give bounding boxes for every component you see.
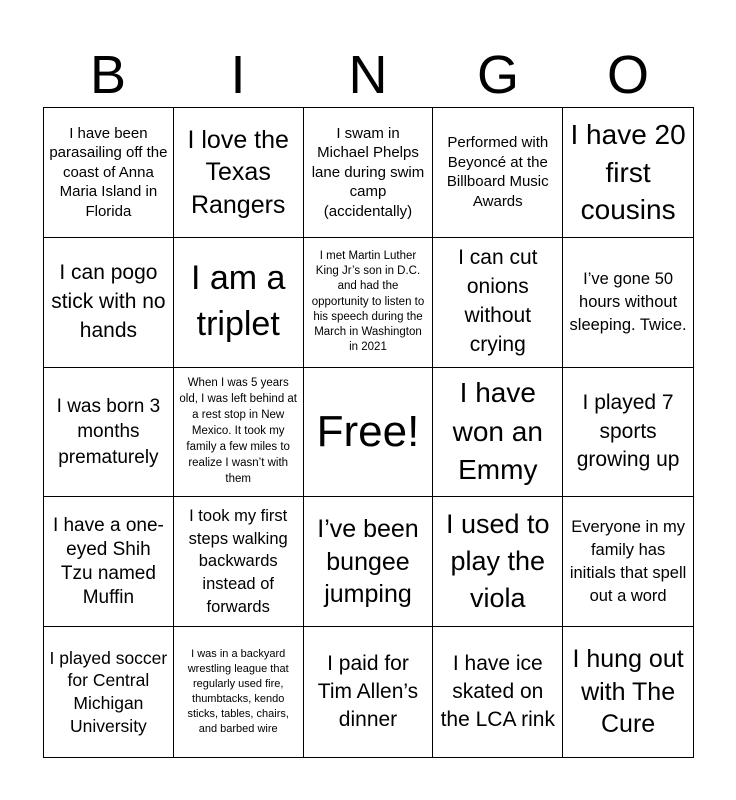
header-letter-o: O [606, 45, 649, 105]
bingo-cell-text: I used to play the viola [446, 508, 550, 614]
bingo-cell-1-5[interactable] [563, 108, 693, 238]
bingo-cell-5-4[interactable] [433, 627, 563, 757]
bingo-cell-text: I am a triplet [190, 259, 286, 344]
header-letter-g: G [476, 45, 519, 105]
bingo-cell-text: I met Martin Luther King Jr’s son in D.C. and had the opportunity to listen to his speech during the March in Washington in 2021 [311, 250, 425, 354]
bingo-cell-text: I played 7 sports growing up [576, 390, 680, 472]
bingo-cell-1-2[interactable] [174, 108, 304, 238]
bingo-cell-2-4[interactable] [433, 238, 563, 368]
bingo-cell-1-1[interactable] [44, 108, 174, 238]
bingo-cell-text: I paid for Tim Allen’s dinner [317, 651, 419, 732]
bingo-cell-text: I have ice skated on the LCA rink [440, 651, 555, 732]
bingo-cell-3-3[interactable] [304, 368, 434, 498]
bingo-cell-text: I swam in Michael Phelps lane during swim camp (accidentally) [311, 124, 425, 220]
bingo-cell-1-3[interactable] [304, 108, 434, 238]
bingo-cell-2-1[interactable] [44, 238, 174, 368]
bingo-cell-2-5[interactable] [563, 238, 693, 368]
bingo-cell-text: Performed with Beyoncé at the Billboard Music Awards [446, 134, 549, 210]
bingo-cell-text: I hung out with The Cure [572, 645, 684, 739]
bingo-cell-4-3[interactable] [304, 497, 434, 627]
bingo-cell-text: I took my first steps walking backwards instead of forwards [188, 506, 288, 616]
bingo-cell-2-3[interactable] [304, 238, 434, 368]
bingo-cell-5-2[interactable] [174, 627, 304, 757]
bingo-cell-text: I’ve been bungee jumping [317, 515, 419, 609]
bingo-cell-1-4[interactable] [433, 108, 563, 238]
bingo-cell-4-2[interactable] [174, 497, 304, 627]
bingo-cell-4-5[interactable] [563, 497, 693, 627]
bingo-cell-text: When I was 5 years old, I was left behind at a rest stop in New Mexico. It took my family a few miles to realize I wasn’t with them [179, 377, 298, 485]
bingo-cell-text: I can cut onions without crying [458, 246, 538, 357]
bingo-cell-text: I was in a backyard wrestling league that regularly used fire, thumbtacks, kendo sticks, tables, chairs, and barbed wire [187, 647, 289, 736]
header-letter-i: I [230, 45, 246, 105]
bingo-cell-text: I was born 3 months prematurely [56, 396, 161, 468]
bingo-cell-text: I love the Texas Rangers [187, 125, 289, 219]
bingo-cell-text: I have a one-eyed Shih Tzu named Muffin [52, 515, 164, 608]
bingo-cell-3-4[interactable] [433, 368, 563, 498]
free-space-label: Free! [316, 406, 420, 456]
bingo-cell-4-1[interactable] [44, 497, 174, 627]
bingo-cell-4-4[interactable] [433, 497, 563, 627]
bingo-cell-5-5[interactable] [563, 627, 693, 757]
bingo-header [43, 44, 693, 106]
bingo-cell-text: I have been parasailing off the coast of Anna Maria Island in Florida [49, 124, 168, 220]
header-letter-n: N [348, 45, 388, 105]
bingo-cell-3-1[interactable] [44, 368, 174, 498]
bingo-cell-text: I played soccer for Central Michigan University [49, 647, 168, 736]
bingo-cell-3-2[interactable] [174, 368, 304, 498]
header-letter-b: B [89, 45, 127, 105]
bingo-board [43, 107, 694, 758]
bingo-cell-3-5[interactable] [563, 368, 693, 498]
bingo-cell-text: I’ve gone 50 hours without sleeping. Twice. [569, 270, 687, 334]
bingo-cell-5-1[interactable] [44, 627, 174, 757]
bingo-cell-text: Everyone in my family has initials that spell out a word [569, 518, 687, 605]
bingo-cell-text: I have 20 first cousins [570, 118, 686, 226]
bingo-cell-text: I have won an Emmy [452, 377, 543, 486]
bingo-cell-5-3[interactable] [304, 627, 434, 757]
bingo-cell-text: I can pogo stick with no hands [51, 260, 166, 342]
bingo-cell-2-2[interactable] [174, 238, 304, 368]
